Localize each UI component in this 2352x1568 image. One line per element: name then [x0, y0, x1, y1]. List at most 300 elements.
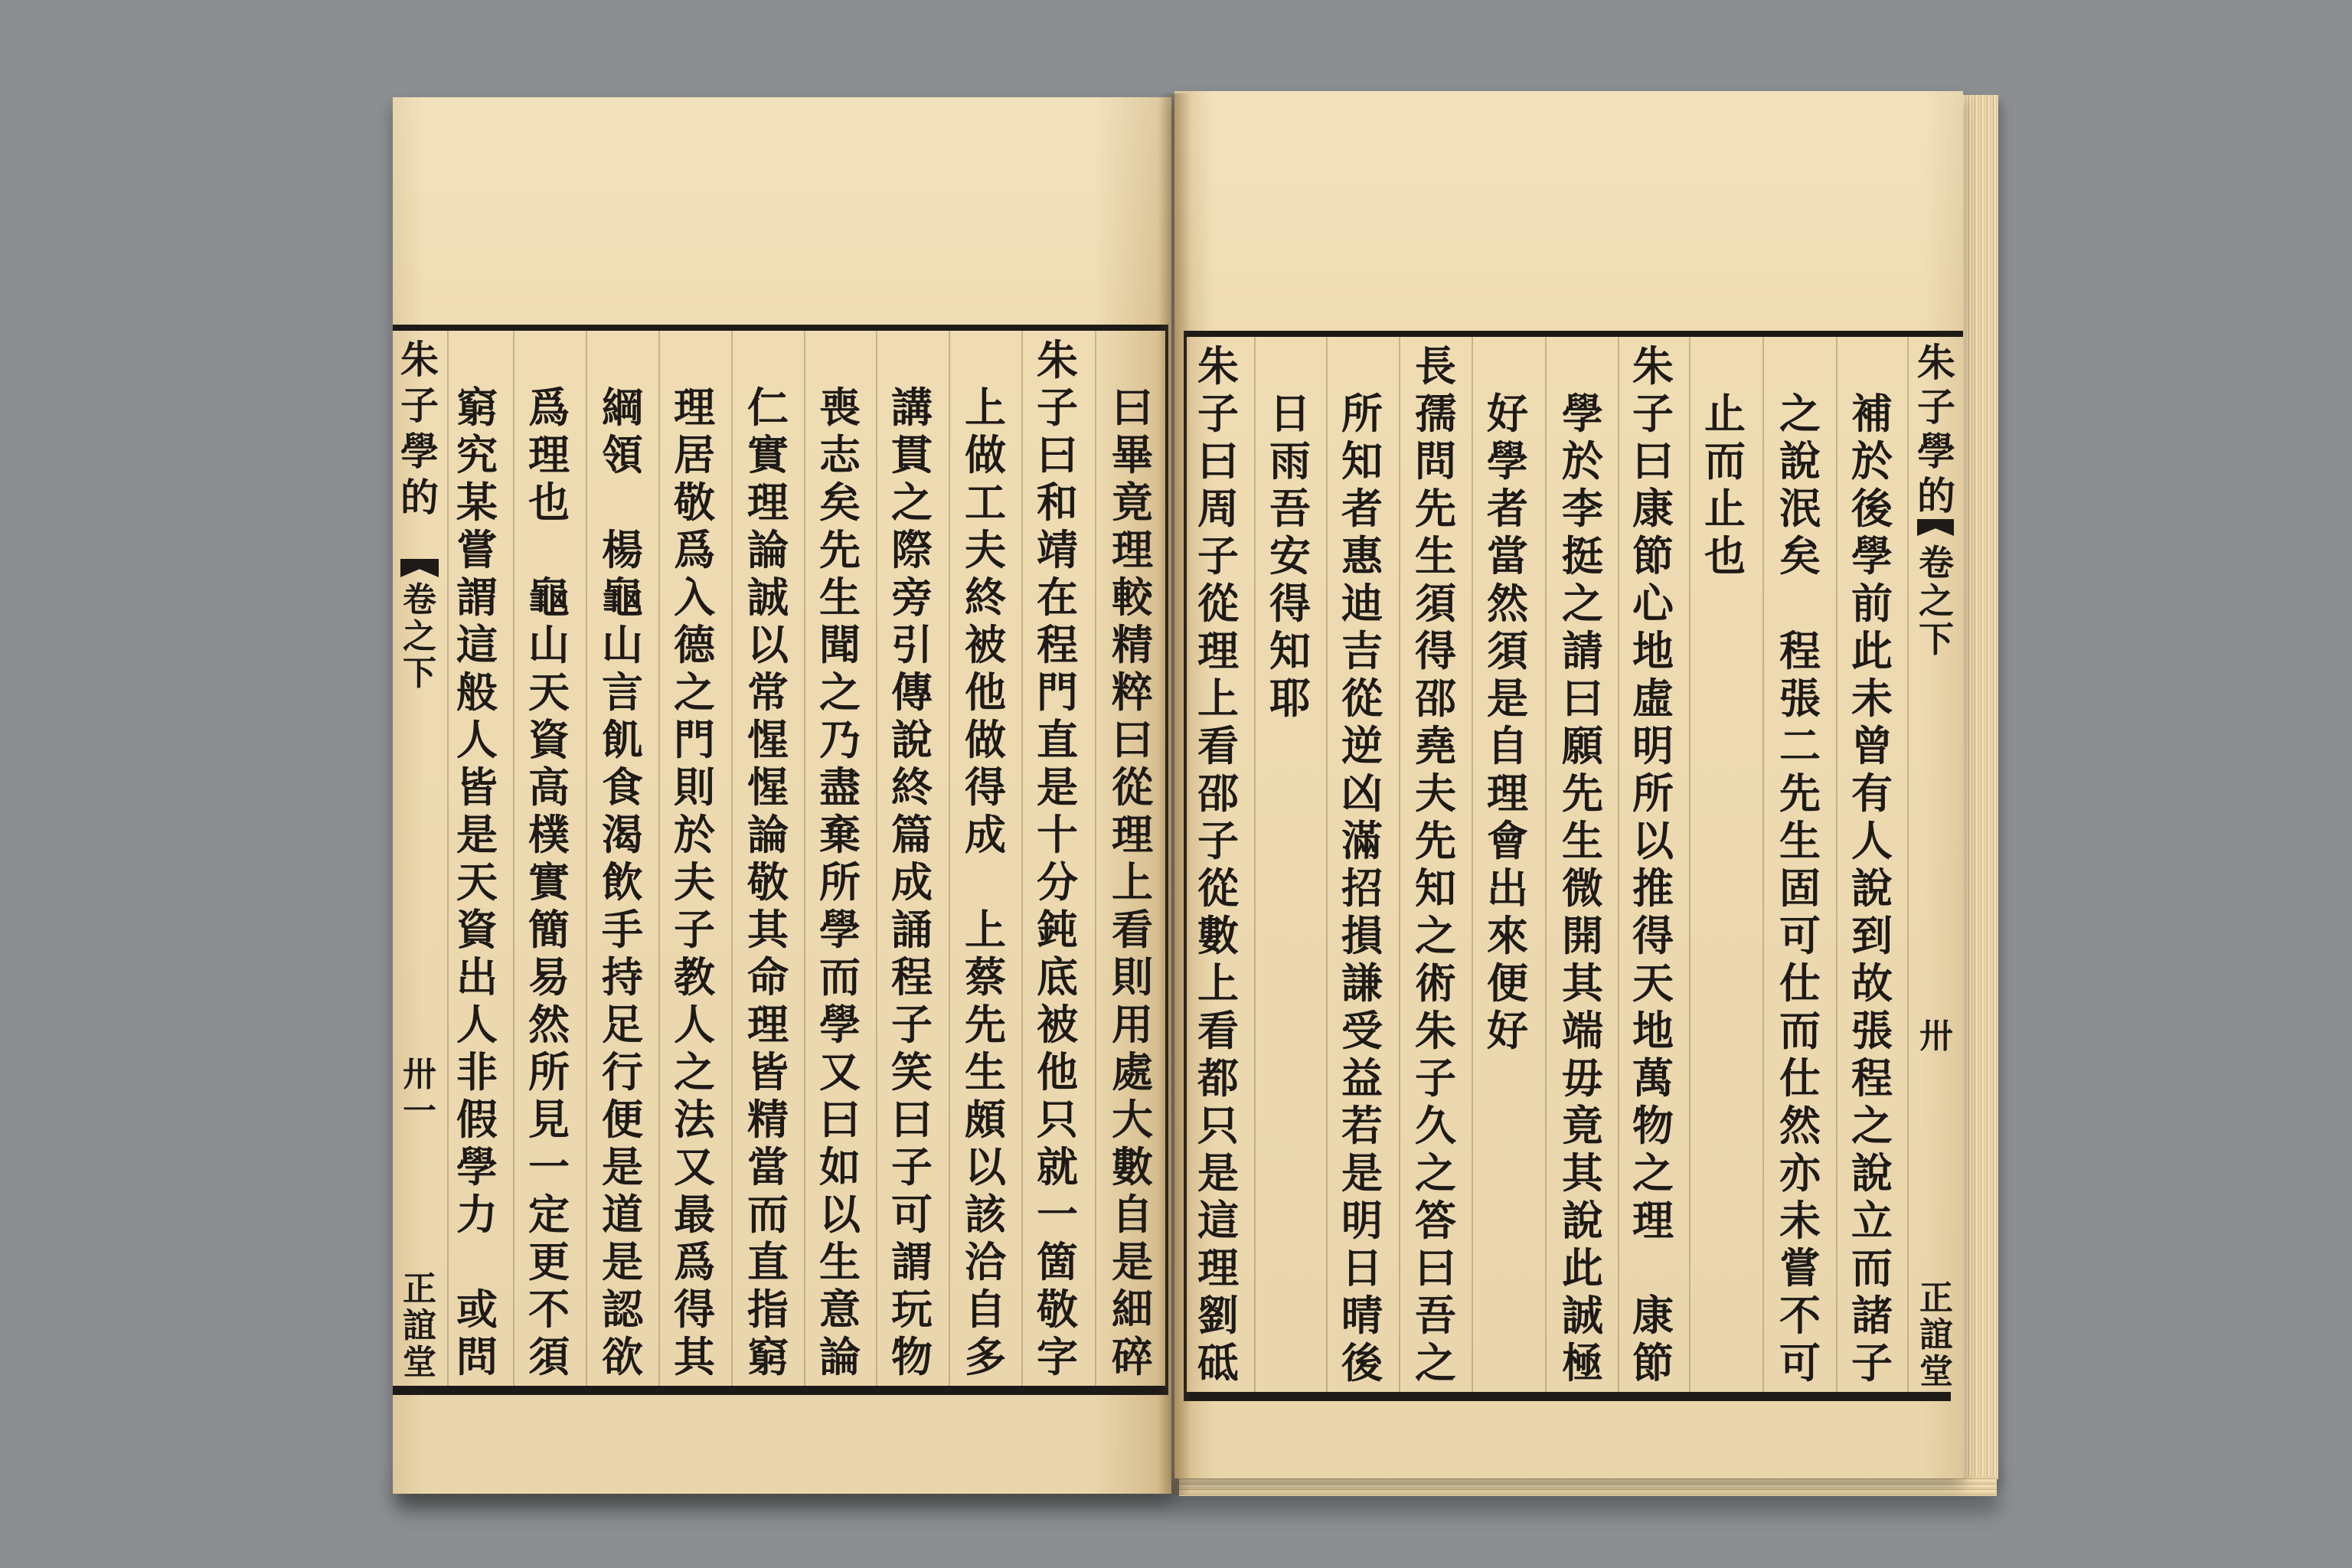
glyph: 成	[965, 810, 1006, 859]
text-column	[1629, 342, 1677, 1387]
glyph: 先	[965, 1000, 1006, 1049]
glyph: 人	[674, 1000, 715, 1049]
glyph: 諸	[1851, 1291, 1893, 1340]
glyph: 其	[1562, 959, 1603, 1008]
glyph: 卷	[1919, 542, 1954, 583]
glyph: 言	[602, 668, 643, 717]
glyph: 是	[456, 810, 498, 859]
glyph: 誼	[403, 1306, 436, 1345]
glyph: 凶	[1341, 769, 1383, 818]
glyph: 之	[1632, 1148, 1674, 1197]
glyph: 皆	[747, 1047, 789, 1096]
glyph: 之	[1415, 1148, 1456, 1197]
glyph: 而	[819, 952, 861, 1001]
glyph: 粹	[1112, 668, 1153, 717]
glyph: 子	[1197, 531, 1239, 580]
glyph: 學	[456, 1142, 498, 1191]
glyph: 說	[1851, 864, 1893, 913]
glyph: 者	[1341, 484, 1383, 533]
glyph: 窮	[747, 1332, 789, 1381]
glyph: 又	[819, 1047, 861, 1096]
glyph: 從	[1112, 763, 1153, 812]
glyph: 飢	[602, 715, 643, 764]
glyph: 爲	[528, 383, 570, 432]
glyph: 益	[1341, 1054, 1383, 1102]
glyph: 得	[965, 763, 1006, 812]
glyph: 開	[1562, 911, 1603, 960]
glyph: 久	[1415, 1101, 1456, 1150]
glyph: 然	[1487, 579, 1528, 628]
glyph: 被	[965, 620, 1006, 669]
glyph: 來	[1487, 911, 1528, 960]
glyph: 曰	[819, 1095, 861, 1144]
glyph: 他	[1037, 1047, 1078, 1096]
glyph: 樸	[528, 810, 570, 859]
glyph: 只	[1037, 1095, 1078, 1144]
glyph: 笑	[891, 1047, 933, 1096]
glyph: 毋	[1562, 1054, 1603, 1102]
glyph	[453, 1238, 501, 1285]
glyph: 前	[1851, 579, 1893, 628]
glyph: 朱	[1632, 341, 1674, 390]
column-rule	[1399, 337, 1400, 1392]
glyph: 嘗	[1779, 1243, 1821, 1292]
glyph: 龜	[602, 573, 643, 622]
glyph: 論	[747, 525, 789, 574]
glyph: 止	[1704, 484, 1746, 533]
glyph: 入	[674, 573, 715, 622]
glyph: 做	[965, 715, 1006, 764]
glyph: 誦	[891, 905, 933, 954]
glyph: 不	[1779, 1291, 1821, 1340]
glyph: 細	[1112, 1285, 1153, 1334]
glyph: 上	[965, 905, 1006, 954]
glyph: 之	[1919, 580, 1954, 622]
glyph: 砥	[1197, 1338, 1239, 1387]
glyph: 堂	[403, 1343, 436, 1382]
text-column	[1109, 384, 1156, 1380]
glyph: 萬	[1632, 1054, 1674, 1102]
glyph: 子	[1917, 384, 1955, 430]
glyph: 於	[1562, 436, 1603, 485]
glyph: 成	[891, 858, 933, 906]
glyph: 篇	[891, 810, 933, 859]
text-column	[453, 384, 501, 1380]
glyph: 之	[1415, 1338, 1456, 1387]
text-column	[1559, 390, 1606, 1387]
glyph: 是	[1197, 1148, 1239, 1197]
glyph: 夫	[965, 525, 1006, 574]
glyph: 該	[965, 1190, 1006, 1239]
glyph: 生	[819, 1237, 861, 1286]
glyph: 物	[1632, 1101, 1674, 1150]
glyph: 微	[1562, 864, 1603, 913]
column-rule	[1762, 337, 1764, 1392]
glyph: 周	[1197, 484, 1239, 533]
glyph: 做	[965, 430, 1006, 479]
glyph: 曾	[1851, 721, 1893, 770]
glyph: 被	[1037, 1000, 1078, 1049]
glyph: 而	[747, 1190, 789, 1239]
glyph: 請	[1562, 626, 1603, 675]
glyph: 學	[1487, 436, 1528, 485]
glyph: 張	[1851, 1006, 1893, 1055]
glyph: 理	[1112, 810, 1153, 859]
glyph: 聞	[819, 620, 861, 669]
glyph: 理	[747, 478, 789, 527]
glyph: 康	[1632, 1291, 1674, 1340]
column-rule	[586, 331, 587, 1386]
glyph: 直	[1037, 715, 1078, 764]
glyph: 當	[1487, 531, 1528, 580]
glyph: 和	[1037, 478, 1078, 527]
glyph: 誼	[1919, 1315, 1953, 1354]
glyph: 十	[1037, 810, 1078, 859]
glyph: 願	[1562, 721, 1603, 770]
glyph: 學	[400, 429, 439, 474]
glyph: 曰	[1197, 436, 1239, 485]
glyph: 地	[1632, 626, 1674, 675]
glyph: 固	[1779, 864, 1821, 913]
glyph: 人	[456, 715, 498, 764]
glyph: 某	[456, 478, 498, 527]
glyph: 一	[528, 1142, 570, 1191]
glyph: 子	[891, 1000, 933, 1049]
glyph: 碎	[1112, 1332, 1153, 1381]
glyph: 皆	[456, 763, 498, 812]
glyph: 直	[747, 1237, 789, 1286]
glyph: 手	[602, 905, 643, 954]
glyph: 術	[1415, 959, 1456, 1008]
glyph	[1776, 580, 1824, 627]
column-rule	[876, 331, 877, 1386]
glyph: 出	[1487, 864, 1528, 913]
glyph: 易	[528, 952, 570, 1001]
glyph: 定	[528, 1190, 570, 1239]
glyph: 未	[1779, 1196, 1821, 1245]
glyph: 以	[965, 1142, 1006, 1191]
glyph: 意	[819, 1285, 861, 1334]
frame-bottom-border	[1185, 1392, 1951, 1401]
glyph: 子	[1632, 389, 1674, 438]
glyph: 於	[1851, 436, 1893, 485]
glyph: 之	[1851, 1101, 1893, 1150]
banxin-juan	[1914, 544, 1958, 658]
glyph: 嘗	[456, 525, 498, 574]
glyph: 資	[528, 715, 570, 764]
glyph: 究	[456, 430, 498, 479]
glyph: 綱	[602, 383, 643, 432]
glyph: 大	[1112, 1095, 1153, 1144]
glyph: 理	[528, 430, 570, 479]
glyph: 玩	[891, 1285, 933, 1334]
glyph: 物	[891, 1332, 933, 1381]
glyph: 人	[1851, 816, 1893, 865]
glyph: 實	[528, 858, 570, 906]
glyph: 假	[456, 1095, 498, 1144]
glyph: 道	[602, 1190, 643, 1239]
glyph: 頗	[965, 1095, 1006, 1144]
book-gutter	[1158, 93, 1191, 1494]
glyph: 安	[1269, 531, 1311, 580]
glyph: 實	[747, 430, 789, 479]
glyph: 天	[456, 858, 498, 906]
glyph: 足	[602, 1000, 643, 1049]
glyph: 先	[1415, 484, 1456, 533]
glyph: 曰	[1632, 436, 1674, 485]
glyph: 止	[1704, 389, 1746, 438]
glyph: 答	[1415, 1196, 1456, 1245]
glyph	[599, 479, 646, 526]
glyph: 而	[1779, 1006, 1821, 1055]
glyph: 受	[1341, 1006, 1383, 1055]
glyph: 常	[747, 668, 789, 717]
glyph: 惺	[747, 715, 789, 764]
glyph: 他	[965, 668, 1006, 717]
glyph: 到	[1851, 911, 1893, 960]
glyph: 數	[1197, 911, 1239, 960]
glyph: 節	[1632, 1338, 1674, 1387]
glyph: 之	[674, 1047, 715, 1096]
glyph: 的	[400, 475, 439, 520]
glyph: 誠	[1562, 1291, 1603, 1340]
glyph: 可	[891, 1190, 933, 1239]
glyph: 論	[747, 810, 789, 859]
glyph: 孺	[1415, 389, 1456, 438]
glyph: 畢	[1112, 430, 1153, 479]
text-column	[744, 384, 792, 1380]
glyph: 日	[1341, 1243, 1383, 1292]
text-column	[1338, 390, 1386, 1387]
glyph: 逆	[1341, 721, 1383, 770]
glyph: 之	[1562, 579, 1603, 628]
column-rule	[1254, 337, 1256, 1392]
glyph: 程	[1779, 626, 1821, 675]
glyph: 生	[1415, 531, 1456, 580]
glyph: 般	[456, 668, 498, 717]
text-column	[1266, 390, 1314, 722]
glyph: 資	[456, 905, 498, 954]
column-rule	[1095, 331, 1096, 1386]
glyph: 認	[602, 1285, 643, 1334]
glyph: 其	[1562, 1148, 1603, 1197]
glyph: 自	[1112, 1190, 1153, 1239]
text-column	[599, 384, 646, 1380]
right-page	[1174, 91, 1963, 1478]
glyph: 渴	[602, 810, 643, 859]
glyph: 更	[528, 1237, 570, 1286]
glyph: 立	[1851, 1196, 1893, 1245]
glyph: 得	[1632, 911, 1674, 960]
glyph: 之	[891, 478, 933, 527]
text-column	[816, 384, 864, 1380]
glyph: 生	[1562, 816, 1603, 865]
glyph: 仕	[1779, 959, 1821, 1008]
glyph: 後	[1341, 1338, 1383, 1387]
glyph: 窮	[456, 383, 498, 432]
glyph: 上	[965, 383, 1006, 432]
glyph: 惠	[1341, 531, 1383, 580]
glyph: 理	[1487, 769, 1528, 818]
page-edges-stack	[1960, 95, 1998, 1479]
glyph: 生	[965, 1047, 1006, 1096]
glyph: 理	[674, 383, 715, 432]
glyph: 子	[1197, 816, 1239, 865]
glyph: 命	[747, 952, 789, 1001]
glyph: 持	[602, 952, 643, 1001]
glyph: 然	[528, 1000, 570, 1049]
column-rule	[447, 331, 449, 1386]
glyph: 棄	[819, 810, 861, 859]
glyph: 行	[602, 1047, 643, 1096]
glyph: 堂	[1919, 1352, 1953, 1391]
glyph: 多	[965, 1332, 1006, 1381]
glyph: 天	[528, 668, 570, 717]
glyph: 謂	[456, 573, 498, 622]
glyph: 朱	[1917, 340, 1955, 385]
column-rule	[804, 331, 805, 1386]
glyph: 是	[1037, 763, 1078, 812]
column-rule	[949, 331, 950, 1386]
glyph: 或	[456, 1285, 498, 1334]
glyph: 學	[1917, 429, 1955, 474]
frame-bottom-border	[393, 1386, 1168, 1395]
text-column	[1484, 390, 1531, 1054]
glyph: 蔡	[965, 952, 1006, 1001]
glyph: 康	[1632, 484, 1674, 533]
glyph: 亦	[1779, 1148, 1821, 1197]
glyph: 朱	[400, 337, 439, 382]
glyph: 之	[819, 668, 861, 717]
glyph: 問	[456, 1332, 498, 1381]
glyph: 理	[1112, 525, 1153, 574]
glyph: 矣	[819, 478, 861, 527]
glyph: 若	[1341, 1101, 1383, 1150]
glyph: 朱	[1037, 335, 1078, 384]
glyph: 不	[528, 1285, 570, 1334]
glyph	[962, 858, 1009, 906]
glyph: 便	[602, 1095, 643, 1144]
banxin-publisher	[1914, 1280, 1958, 1390]
glyph: 長	[1415, 341, 1456, 390]
glyph: 堯	[1415, 721, 1456, 770]
column-rule	[731, 331, 733, 1386]
glyph: 底	[1037, 952, 1078, 1001]
glyph: 滿	[1341, 816, 1383, 865]
glyph: 際	[891, 525, 933, 574]
glyph: 夫	[1415, 769, 1456, 818]
glyph: 欲	[602, 1332, 643, 1381]
glyph: 傳	[891, 668, 933, 717]
glyph: 看	[1197, 1006, 1239, 1055]
glyph: 可	[1779, 911, 1821, 960]
glyph: 終	[891, 763, 933, 812]
glyph: 矣	[1779, 531, 1821, 580]
glyph: 看	[1197, 721, 1239, 770]
glyph: 理	[1632, 1196, 1674, 1245]
glyph: 志	[819, 430, 861, 479]
glyph: 心	[1632, 579, 1674, 628]
glyph: 後	[1851, 484, 1893, 533]
glyph: 先	[1562, 769, 1603, 818]
glyph: 於	[674, 810, 715, 859]
glyph: 旁	[891, 573, 933, 622]
glyph: 迪	[1341, 579, 1383, 628]
text-column	[1701, 390, 1749, 580]
glyph: 理	[747, 1000, 789, 1049]
glyph: 者	[1487, 484, 1528, 533]
glyph: 指	[747, 1285, 789, 1334]
column-rule	[1545, 337, 1547, 1392]
glyph: 從	[1341, 674, 1383, 723]
glyph	[1629, 1244, 1677, 1292]
glyph: 看	[1112, 905, 1153, 954]
fish-tail-mark	[1917, 519, 1954, 536]
glyph: 程	[1851, 1054, 1893, 1102]
glyph: 人	[456, 1000, 498, 1049]
glyph: 張	[1779, 674, 1821, 723]
glyph: 德	[674, 620, 715, 669]
glyph: 仕	[1779, 1054, 1821, 1102]
glyph: 得	[674, 1285, 715, 1334]
glyph: 力	[456, 1190, 498, 1239]
glyph: 正	[403, 1269, 436, 1308]
glyph: 如	[819, 1142, 861, 1191]
glyph: 從	[1197, 579, 1239, 628]
glyph: 端	[1562, 1006, 1603, 1055]
glyph: 子	[674, 905, 715, 954]
glyph: 最	[674, 1190, 715, 1239]
banxin-page-number	[397, 1057, 442, 1130]
glyph: 之	[403, 617, 436, 656]
glyph: 引	[891, 620, 933, 669]
glyph: 下	[1919, 619, 1954, 660]
glyph: 而	[1851, 1243, 1893, 1292]
glyph: 數	[1112, 1142, 1153, 1191]
glyph: 學	[1851, 531, 1893, 580]
glyph: 是	[602, 1142, 643, 1191]
glyph: 在	[1037, 573, 1078, 622]
glyph: 則	[674, 763, 715, 812]
glyph: 卅	[1919, 1017, 1953, 1056]
glyph: 曰	[1037, 430, 1078, 479]
glyph: 卷	[403, 580, 436, 619]
glyph: 上	[1197, 959, 1239, 1008]
glyph: 先	[819, 525, 861, 574]
glyph: 泯	[1779, 484, 1821, 533]
glyph: 楊	[602, 525, 643, 574]
glyph: 招	[1341, 864, 1383, 913]
glyph: 所	[528, 1047, 570, 1096]
glyph: 子	[1197, 389, 1239, 438]
glyph: 非	[456, 1047, 498, 1096]
glyph: 知	[1415, 864, 1456, 913]
glyph: 損	[1341, 911, 1383, 960]
glyph: 從	[1197, 864, 1239, 913]
glyph: 程	[1037, 620, 1078, 669]
glyph: 得	[1415, 626, 1456, 675]
column-rule	[1907, 337, 1909, 1392]
glyph: 曰	[1415, 1243, 1456, 1292]
glyph: 夫	[674, 858, 715, 906]
glyph: 說	[1779, 436, 1821, 485]
glyph: 一	[403, 1092, 436, 1131]
glyph: 是	[602, 1237, 643, 1286]
glyph: 雨	[1269, 436, 1311, 485]
glyph: 法	[674, 1095, 715, 1144]
glyph: 下	[403, 654, 436, 693]
glyph: 竟	[1112, 478, 1153, 527]
